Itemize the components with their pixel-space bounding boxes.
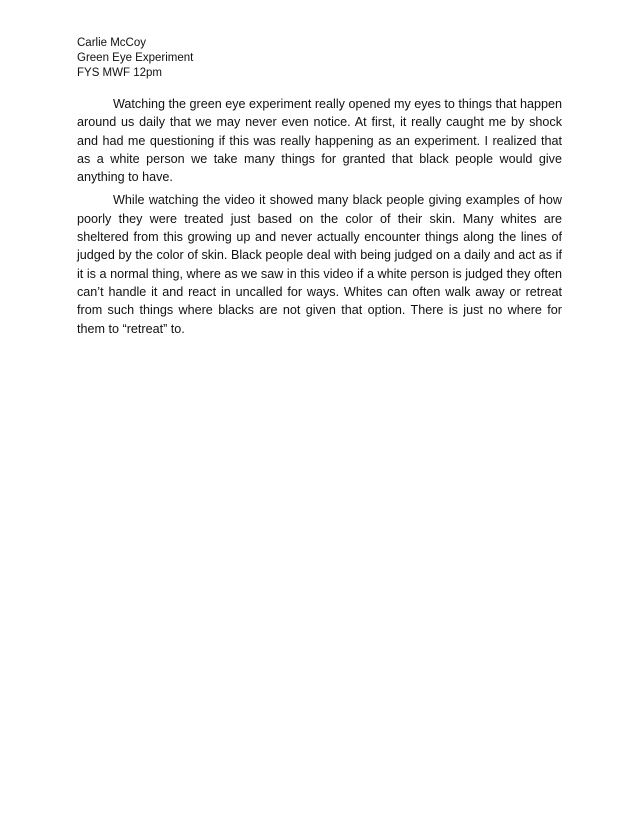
document-title: Green Eye Experiment [77,52,194,64]
course-info: FYS MWF 12pm [77,67,162,79]
paragraph-2: While watching the video it showed many black people giving examples of how poorly they were treated just based on the color of their skin. Many whites are sheltered from this growing up and never actually encounter things along the lines of judged by the color of skin. Black people deal with being judged on a daily and act as if it is a normal thing, where as we saw in this video if a white person is judged they often can’t handle it and react in uncalled for ways. Whites can often walk away or retreat from such things where blacks are not given that option. There is just no where for them to “retreat” to. [77,193,562,336]
document-body [77,95,562,343]
paragraph-1: Watching the green eye experiment really opened my eyes to things that happen around us daily that we may never even notice. At first, it really caught me by shock and had me questioning if this was really happening as an experiment. I realized that as a white person we take many things for granted that black people would give anything to have. [77,97,562,185]
document-header [77,36,193,81]
author-name: Carlie McCoy [77,37,147,49]
